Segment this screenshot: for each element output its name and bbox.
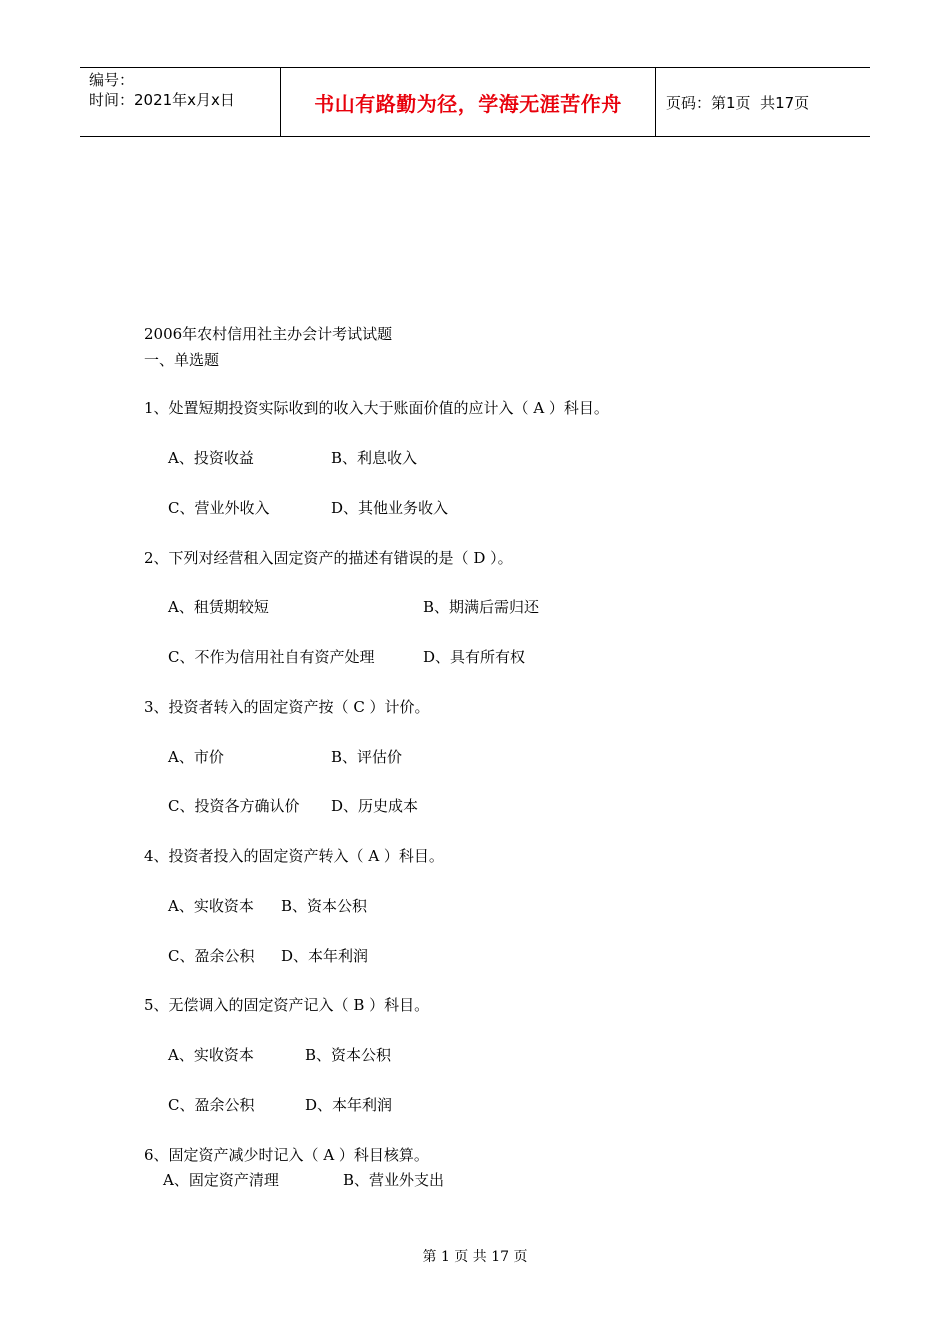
date-label: 时间：2021年x月x日: [89, 91, 235, 109]
question-4: 4、投资者投入的固定资产转入（ A ）科目。: [144, 847, 444, 865]
option-6a: A、固定资产清理: [163, 1171, 279, 1189]
option-4a: A、实收资本: [168, 897, 254, 915]
option-1b: B、利息收入: [331, 449, 418, 467]
option-2d: D、具有所有权: [423, 648, 526, 666]
option-2a: A、租赁期较短: [168, 598, 269, 616]
option-2c: C、不作为信用社自有资产处理: [168, 648, 375, 666]
page-header: [80, 67, 870, 137]
number-label: 编号：: [89, 71, 135, 89]
question-6: 6、固定资产减少时记入（ A ）科目核算。: [144, 1146, 429, 1164]
option-1a: A、投资收益: [168, 449, 254, 467]
option-5a: A、实收资本: [168, 1046, 254, 1064]
option-3c: C、投资各方确认价: [168, 797, 300, 815]
document-title: 2006年农村信用社主办会计考试试题: [144, 325, 393, 343]
option-4d: D、本年利润: [281, 947, 369, 965]
question-2: 2、下列对经营租入固定资产的描述有错误的是（ D ）。: [144, 549, 513, 567]
header-motto: 书山有路勤为径，学海无涯苦作舟: [280, 68, 656, 136]
option-2b: B、期满后需归还: [423, 598, 540, 616]
option-3a: A、市价: [168, 748, 224, 766]
option-5d: D、本年利润: [305, 1096, 393, 1114]
option-1c: C、营业外收入: [168, 499, 270, 517]
option-1d: D、其他业务收入: [331, 499, 449, 517]
option-6b: B、营业外支出: [343, 1171, 445, 1189]
option-4c: C、盈余公积: [168, 947, 255, 965]
option-5b: B、资本公积: [305, 1046, 392, 1064]
option-5c: C、盈余公积: [168, 1096, 255, 1114]
header-page-info: [656, 68, 870, 136]
page-info-text: 页码：第1页 共17页: [666, 93, 810, 112]
header-meta: [80, 68, 280, 136]
option-3d: D、历史成本: [331, 797, 419, 815]
question-5: 5、无偿调入的固定资产记入（ B ）科目。: [144, 996, 430, 1014]
question-1: 1、处置短期投资实际收到的收入大于账面价值的应计入（ A ）科目。: [144, 399, 609, 417]
question-3: 3、投资者转入的固定资产按（ C ）计价。: [144, 698, 430, 716]
page-footer: 第 1 页 共 17 页: [422, 1249, 528, 1265]
section-heading: 一、单选题: [144, 351, 220, 369]
option-3b: B、评估价: [331, 748, 403, 766]
option-4b: B、资本公积: [281, 897, 368, 915]
